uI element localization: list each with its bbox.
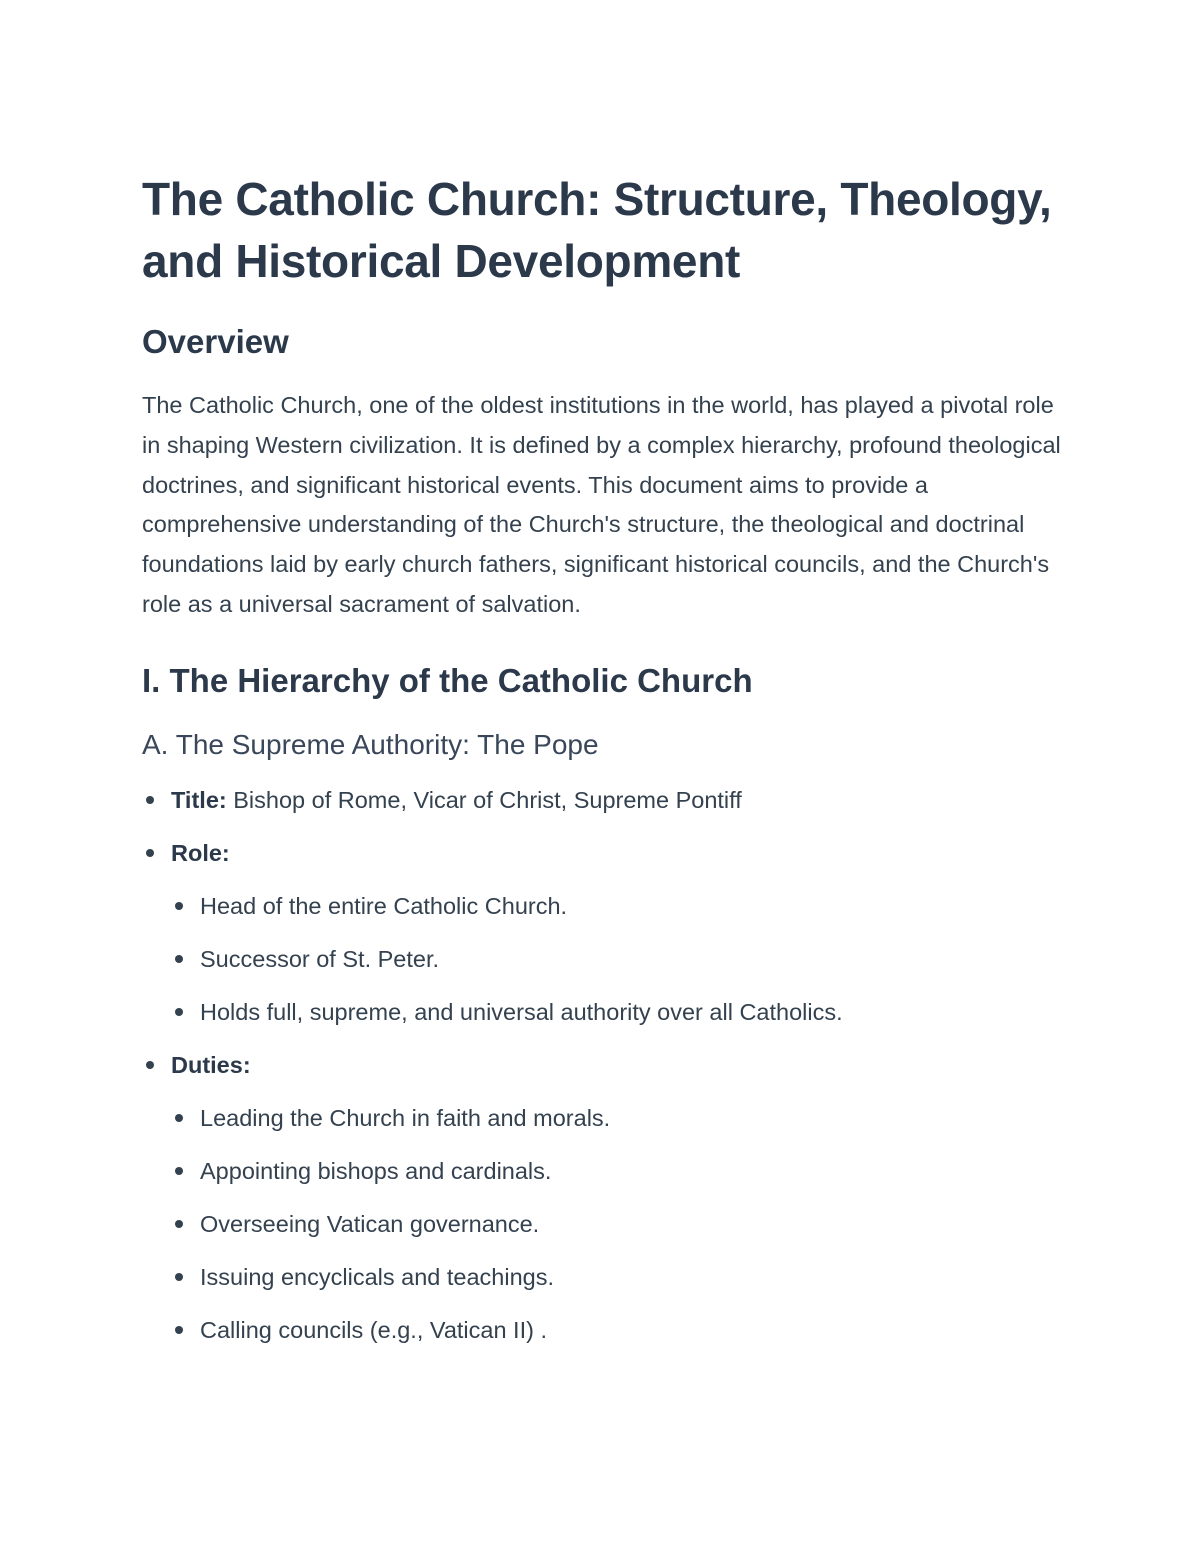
overview-heading: Overview bbox=[142, 323, 289, 360]
bullet-icon bbox=[175, 1326, 183, 1334]
bullet-icon bbox=[175, 1114, 183, 1122]
bullet-icon bbox=[146, 796, 154, 804]
duties-label: Duties: bbox=[171, 1051, 251, 1078]
title-label: Title: bbox=[171, 786, 227, 813]
title-text: Bishop of Rome, Vicar of Christ, Supreme Pontiff bbox=[226, 786, 742, 813]
bullet-icon bbox=[175, 902, 183, 910]
duty-item-text: Appointing bishops and cardinals. bbox=[200, 1157, 552, 1184]
bullet-icon bbox=[175, 1273, 183, 1281]
bullet-icon bbox=[146, 1061, 154, 1069]
duty-item-text: Leading the Church in faith and morals. bbox=[200, 1104, 611, 1131]
pope-details-list bbox=[142, 783, 1062, 1347]
role-item-text: Successor of St. Peter. bbox=[200, 945, 440, 972]
role-item-text: Head of the entire Catholic Church. bbox=[200, 892, 568, 919]
list-item bbox=[171, 942, 1062, 976]
bullet-icon bbox=[175, 1167, 183, 1175]
duty-item-text: Issuing encyclicals and teachings. bbox=[200, 1263, 555, 1290]
role-sublist bbox=[171, 889, 1062, 1029]
list-item-role bbox=[142, 836, 1062, 1029]
bullet-icon bbox=[175, 955, 183, 963]
role-item-text: Holds full, supreme, and universal authority over all Catholics. bbox=[200, 998, 843, 1025]
duty-item-text: Calling councils (e.g., Vatican II) . bbox=[200, 1316, 547, 1343]
list-item bbox=[171, 1260, 1062, 1294]
bullet-icon bbox=[175, 1008, 183, 1016]
subsection-pope-heading: A. The Supreme Authority: The Pope bbox=[142, 728, 599, 760]
list-item-duties bbox=[142, 1048, 1062, 1347]
bullet-icon bbox=[146, 849, 154, 857]
overview-paragraph: The Catholic Church, one of the oldest institutions in the world, has played a pivotal role in shaping Western civilization. It is defined by a complex hierarchy, profound theological doctrines, and significant historical events. This document aims to provide a comprehensive understanding of the Church's structure, the theological and doctrinal foundations laid by early church fathers, significant historical councils, and the Church's role as a universal sacrament of salvation. bbox=[142, 392, 1061, 617]
section-hierarchy-heading: I. The Hierarchy of the Catholic Church bbox=[142, 661, 753, 699]
list-item bbox=[171, 889, 1062, 923]
role-label: Role: bbox=[171, 839, 230, 866]
duty-item-text: Overseeing Vatican governance. bbox=[200, 1210, 540, 1237]
document-title: The Catholic Church: Structure, Theology, and Historical Development bbox=[142, 173, 1052, 287]
list-item bbox=[171, 1154, 1062, 1188]
list-item bbox=[171, 1207, 1062, 1241]
duties-sublist bbox=[171, 1101, 1062, 1347]
document-page bbox=[142, 168, 1062, 1366]
list-item bbox=[171, 995, 1062, 1029]
list-item bbox=[171, 1101, 1062, 1135]
list-item bbox=[171, 1313, 1062, 1347]
list-item-title bbox=[142, 783, 1062, 817]
bullet-icon bbox=[175, 1220, 183, 1228]
